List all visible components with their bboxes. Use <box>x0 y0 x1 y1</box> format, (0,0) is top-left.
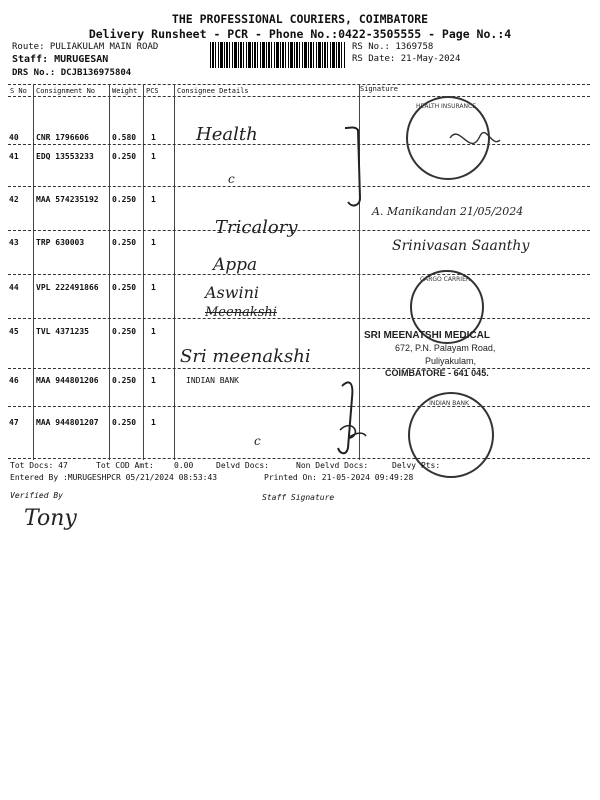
row-sno: 42 <box>9 195 19 204</box>
row-pcs: 1 <box>151 283 156 292</box>
row-weight: 0.250 <box>112 418 137 427</box>
col-header-sno: S No <box>10 87 27 95</box>
row-weight: 0.250 <box>112 195 137 204</box>
row-pcs: 1 <box>151 133 156 142</box>
total-cod-label: Tot COD Amt: <box>96 461 154 470</box>
non-delivered-docs: Non Delvd Docs: <box>296 461 369 470</box>
drs-number: DRS No.: DCJB136975804 <box>12 68 132 78</box>
stamp-text: HEALTH INSURANCE <box>416 103 476 110</box>
rs-number: RS No.: 1369758 <box>352 42 434 52</box>
row-pcs: 1 <box>151 195 156 204</box>
row-pcs: 1 <box>151 376 156 385</box>
col-divider <box>143 84 144 460</box>
row-consignee-details: INDIAN BANK <box>186 376 239 385</box>
row-sno: 45 <box>9 327 19 336</box>
handwriting-mark: c <box>254 434 261 448</box>
handwriting-appa: Appa <box>213 255 258 275</box>
col-header-signature: Signature <box>360 85 398 93</box>
row-weight: 0.250 <box>112 152 137 161</box>
staff-signature-label: Staff Signature <box>262 493 335 502</box>
stamp-line: COIMBATORE - 641 045. <box>385 368 489 378</box>
row-consignment: TVL 4371235 <box>36 327 89 336</box>
row-sno: 46 <box>9 376 19 385</box>
row-consignment: CNR 1796606 <box>36 133 89 142</box>
col-divider <box>174 84 175 460</box>
total-cod-value: 0.00 <box>174 461 194 470</box>
row-consignment: TRP 630003 <box>36 238 85 247</box>
col-header-consignment: Consignment No <box>36 87 96 95</box>
printed-on: Printed On: 21-05-2024 09:49:28 <box>264 473 414 482</box>
row-pcs: 1 <box>151 327 156 336</box>
stamp-line: 672, P.N. Palayam Road, <box>395 343 496 353</box>
handwriting-tricalory: Tricalory <box>215 217 298 238</box>
signature-row43: Srinivasan Saanthy <box>392 238 530 254</box>
row-weight: 0.250 <box>112 238 137 247</box>
total-docs: Tot Docs: 47 <box>10 461 68 470</box>
row-sno: 40 <box>9 133 19 142</box>
row-consignment: MAA 574235192 <box>36 195 99 204</box>
route-label: Route: PULIAKULAM MAIN ROAD <box>12 42 159 52</box>
col-header-pcs: PCS <box>146 87 159 95</box>
handwriting-health: Health <box>196 124 258 145</box>
row-pcs: 1 <box>151 152 156 161</box>
handwriting-mark: c <box>228 172 235 186</box>
staff-label: Staff: MURUGESAN <box>12 54 109 65</box>
row-weight: 0.250 <box>112 327 137 336</box>
handwriting-meenakshi-struck: Meenakshi <box>205 305 277 320</box>
handwriting-sri-meenakshi: Sri meenakshi <box>180 346 311 367</box>
row-sno: 41 <box>9 152 19 161</box>
col-header-consignee: Consignee Details <box>177 87 249 95</box>
col-divider <box>109 84 110 460</box>
handwriting-aswini: Aswini <box>205 283 259 302</box>
rs-date: RS Date: 21-May-2024 <box>352 54 461 64</box>
row-sno: 43 <box>9 238 19 247</box>
delivered-docs: Delvd Docs: <box>216 461 269 470</box>
row-consignment: VPL 222491866 <box>36 283 99 292</box>
row-consignment: MAA 944801206 <box>36 376 99 385</box>
barcode <box>210 42 346 68</box>
document-title: THE PROFESSIONAL COURIERS, COIMBATORE <box>171 12 429 26</box>
row-consignment: MAA 944801207 <box>36 418 99 427</box>
stamp-text: CARGO CARRIER <box>419 276 471 283</box>
row-pcs: 1 <box>151 238 156 247</box>
header-top-rule <box>8 84 590 85</box>
stamp-line: SRI MEENATSHI MEDICAL <box>364 330 490 341</box>
verified-signature: Tony <box>24 506 77 531</box>
verified-by-label: Verified By <box>10 491 63 500</box>
stamp-line: Puliyakulam, <box>425 356 477 366</box>
col-divider <box>33 84 34 460</box>
row-sno: 47 <box>9 418 19 427</box>
row-weight: 0.250 <box>112 376 137 385</box>
row-weight: 0.580 <box>112 133 137 142</box>
row-weight: 0.250 <box>112 283 137 292</box>
row-consignment: EDQ 13553233 <box>36 152 94 161</box>
header-bottom-rule <box>8 96 590 97</box>
document-subtitle: Delivery Runsheet - PCR - Phone No.:0422-3505555 - Page No.:4 <box>88 27 512 41</box>
col-header-weight: Weight <box>112 87 138 95</box>
signature-row42: A. Manikandan 21/05/2024 <box>372 205 524 218</box>
row-pcs: 1 <box>151 418 156 427</box>
entered-by: Entered By :MURUGESHPCR 05/21/2024 08:53:43 <box>10 473 218 482</box>
row-sno: 44 <box>9 283 19 292</box>
delivery-points: Delvy Pts: <box>392 461 441 470</box>
stamp-text: INDIAN BANK <box>429 400 469 407</box>
